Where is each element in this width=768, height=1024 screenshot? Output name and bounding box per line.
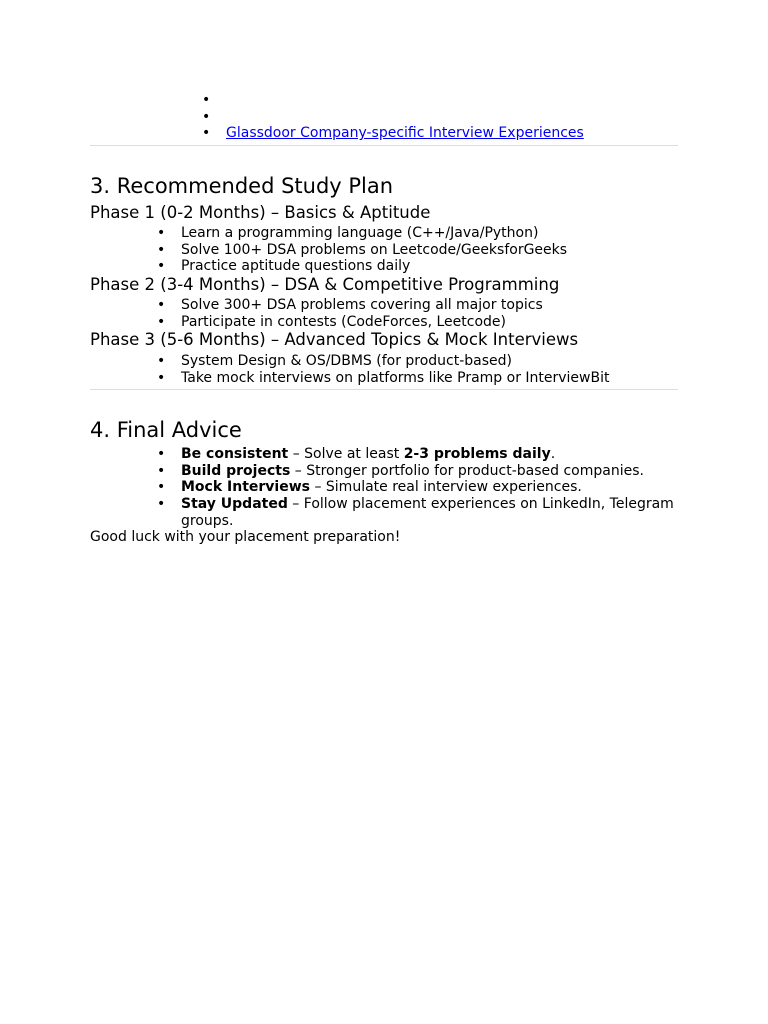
closing-text: Good luck with your placement preparation! [90, 529, 401, 545]
advice-list [181, 446, 678, 530]
advice-bold-label: Be consistent [181, 446, 289, 462]
list-item [226, 92, 678, 109]
list-item: • Participate in contests (CodeForces, Leetcode) [181, 314, 678, 331]
list-item: • Take mock interviews on platforms like Pramp or InterviewBit [181, 370, 678, 387]
list-item [226, 125, 678, 142]
phase-2-list [181, 297, 678, 330]
phase-3-heading: Phase 3 (5-6 Months) – Advanced Topics & Mock Interviews [90, 330, 579, 349]
phase-3-list [181, 353, 678, 386]
section-heading-final-advice: 4. Final Advice [90, 418, 242, 442]
list-item: • Practice aptitude questions daily [181, 258, 678, 275]
list-item: • Solve 300+ DSA problems covering all major topics [181, 297, 678, 314]
phase-2-heading: Phase 2 (3-4 Months) – DSA & Competitive Programming [90, 275, 560, 294]
glassdoor-link[interactable]: Glassdoor Company-specific Interview Experiences [226, 125, 584, 142]
resource-list [226, 92, 678, 142]
phase-1-list [181, 225, 678, 275]
section-divider [90, 389, 678, 390]
advice-bold-label: Stay Updated [181, 496, 288, 513]
list-item [226, 109, 678, 126]
advice-bold-label: Build projects [181, 462, 291, 479]
section-divider [90, 145, 678, 146]
section-heading-study-plan: 3. Recommended Study Plan [90, 174, 394, 198]
list-item: • Learn a programming language (C++/Java/Python) [181, 225, 678, 242]
list-item: • Solve 100+ DSA problems on Leetcode/GeeksforGeeks [181, 242, 678, 259]
list-item: • System Design & OS/DBMS (for product-based) [181, 353, 678, 370]
list-item: • Stay Updated – Follow placement experiences on LinkedIn, Telegram groups. [181, 496, 678, 529]
list-item: • Be consistent – Solve at least 2-3 problems daily. [181, 446, 678, 463]
phase-1-heading: Phase 1 (0-2 Months) – Basics & Aptitude [90, 203, 431, 222]
list-item: • Mock Interviews – Simulate real interview experiences. [181, 479, 678, 496]
list-item: • Build projects – Stronger portfolio for product-based companies. [181, 463, 678, 480]
advice-bold-label: Mock Interviews [181, 479, 310, 496]
